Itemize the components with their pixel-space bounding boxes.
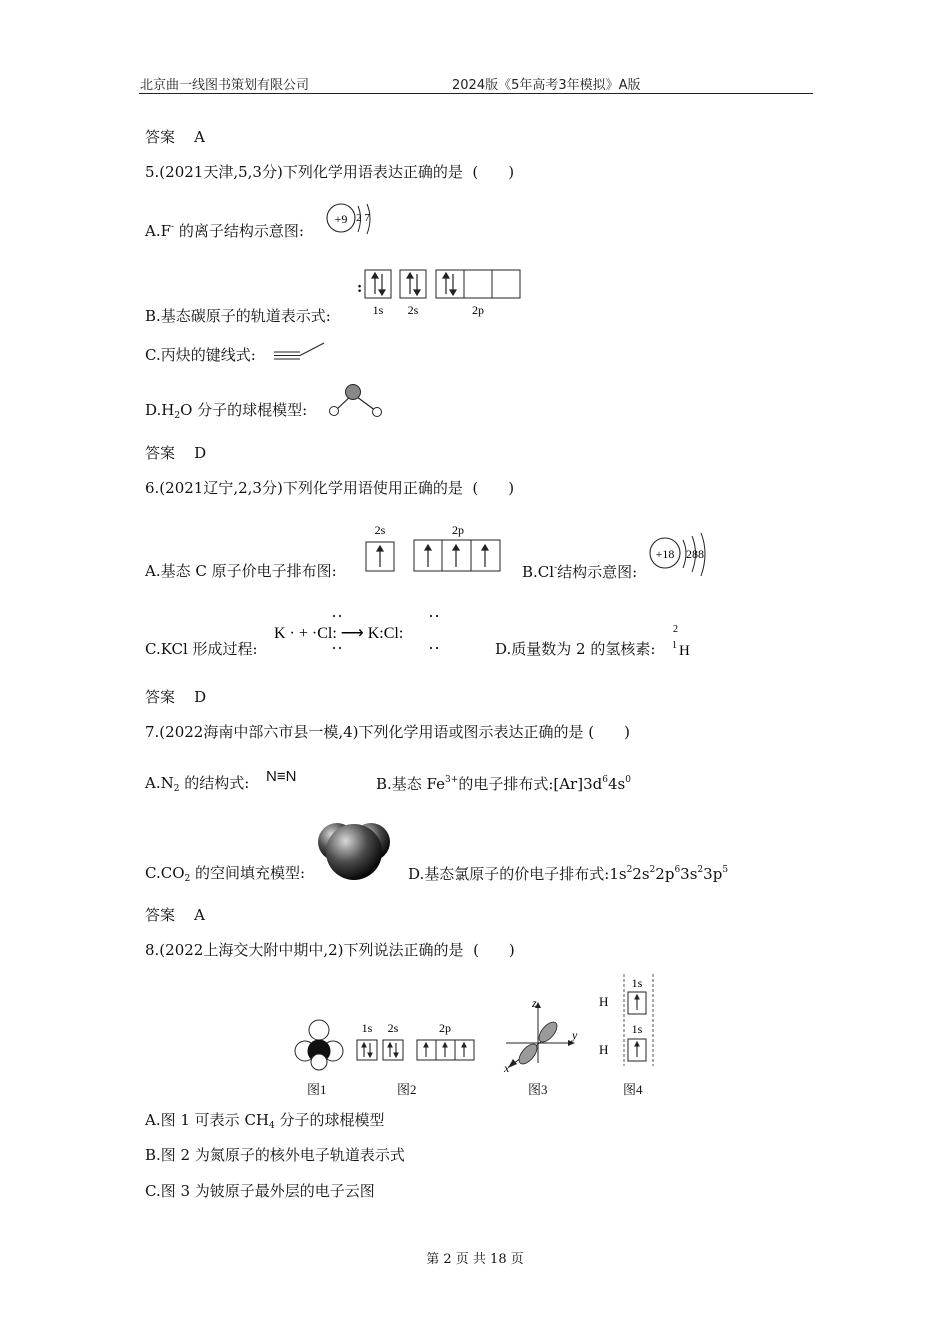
label-1s: 1s <box>372 303 384 317</box>
q7-c-sub: 2 <box>184 874 191 884</box>
q7-d-t2: 2p <box>655 865 675 883</box>
answer-value: D <box>194 688 207 706</box>
q8-paren: ( ) <box>473 941 515 959</box>
axis-z: z <box>532 996 537 1010</box>
q7-paren: ( ) <box>588 723 631 741</box>
cl-nucleus-label: +18 <box>655 547 675 561</box>
q6-b-sup: - <box>554 563 558 573</box>
q6-option-a: A.基态 C 原子价电子排布图: <box>145 562 337 580</box>
q5-a-sup: - <box>171 222 175 232</box>
q8-stem <box>145 943 515 958</box>
figure-4-h2-orbitals <box>596 970 658 1070</box>
label-1s-top: 1s <box>631 976 643 990</box>
header-book-title: 2024版《5年高考3年模拟》A版 <box>452 78 641 93</box>
q8-option-c: C.图 3 为铍原子最外层的电子云图 <box>145 1182 375 1200</box>
q5-d-sub: 2 <box>174 411 181 421</box>
kcl-formula: K · + ·Cl: ⟶ K:Cl: <box>274 625 404 642</box>
q6-stem-text: 6.(2021辽宁,2,3分)下列化学用语使用正确的是 <box>145 479 463 497</box>
element-symbol: H <box>679 643 690 659</box>
label-2s: 2s <box>387 1021 399 1035</box>
label-1s-bottom: 1s <box>631 1022 643 1036</box>
answer-prev <box>145 130 205 145</box>
q7-b-sup2: 6 <box>602 775 608 785</box>
q8-a-post: 分子的球棍模型 <box>274 1111 385 1129</box>
q7-d-s1: 2 <box>626 865 633 875</box>
label-1s: 1s <box>361 1021 373 1035</box>
caption-figure-3: 图3 <box>528 1082 548 1097</box>
q7-d-s3: 6 <box>674 865 681 875</box>
header-rule <box>139 93 813 94</box>
propyne-skeletal-formula <box>272 340 327 362</box>
q5-a-pre: A.F <box>145 222 172 240</box>
chloride-ion-diagram <box>648 530 718 578</box>
q7-a-post: 的结构式: <box>179 774 250 792</box>
label-2p: 2p <box>472 303 484 317</box>
q5-option-d <box>145 403 307 421</box>
q7-option-b <box>376 776 631 792</box>
n2-structural-formula: N≡N <box>266 768 297 785</box>
q7-c-post: 的空间填充模型: <box>190 864 306 882</box>
q7-option-c <box>145 866 305 884</box>
caption-figure-4: 图4 <box>623 1082 643 1097</box>
q7-stem <box>145 725 630 740</box>
q5-option-b: B.基态碳原子的轨道表示式: <box>145 307 331 325</box>
header-publisher: 北京曲一线图书策划有限公司 <box>140 78 310 93</box>
q5-d-pre: D.H <box>145 401 175 419</box>
label-2s: 2s <box>374 523 386 537</box>
q6-option-d: D.质量数为 2 的氢核素: <box>495 640 656 658</box>
q7-d-s4: 2 <box>697 865 704 875</box>
q7-option-a <box>145 776 249 794</box>
axis-x: x <box>504 1061 510 1075</box>
carbon-valence-diagram <box>364 520 504 575</box>
q7-d-t3: 3s <box>680 865 698 883</box>
q5-paren: ( ) <box>472 163 515 181</box>
figure-3-electron-cloud <box>498 995 588 1075</box>
label-2p: 2p <box>452 523 464 537</box>
q6-option-c: C.KCl 形成过程: <box>145 640 258 658</box>
h-label-top: H <box>599 994 609 1009</box>
q7-a-pre: A.N <box>145 774 174 792</box>
water-ball-stick-model <box>322 380 387 425</box>
q6-b-pre: B.Cl <box>522 563 555 581</box>
q8-a-pre: A.图 1 可表示 CH <box>145 1111 270 1129</box>
answer-value: A <box>194 906 205 924</box>
q7-option-d <box>408 866 728 882</box>
q5-d-post: O 分子的球棍模型: <box>180 401 308 419</box>
answer-label: 答案 <box>145 906 176 924</box>
q8-stem-text: 8.(2022上海交大附中期中,2)下列说法正确的是 <box>145 941 464 959</box>
carbon-orbital-diagram <box>355 268 525 323</box>
colon-mark: : <box>357 280 363 296</box>
axis-y: y <box>572 1028 578 1042</box>
q6-paren: ( ) <box>472 479 515 497</box>
caption-figure-1: 图1 <box>307 1082 327 1097</box>
q5-answer <box>145 446 206 461</box>
label-2s: 2s <box>407 303 419 317</box>
answer-label: 答案 <box>145 128 176 146</box>
q8-option-a <box>145 1113 385 1131</box>
q7-c-pre: C.CO <box>145 864 185 882</box>
fluoride-ion-diagram <box>325 200 385 240</box>
answer-value: D <box>194 444 207 462</box>
q7-b-mid2: 4s <box>607 775 626 793</box>
f-nucleus-label: +9 <box>334 212 348 226</box>
answer-value: A <box>194 128 205 146</box>
q6-option-b <box>522 564 637 580</box>
q8-option-b: B.图 2 为氮原子的核外电子轨道表示式 <box>145 1146 405 1164</box>
q5-stem <box>145 165 514 180</box>
q5-a-post: 的离子结构示意图: <box>174 222 304 240</box>
q7-d-t4: 3p <box>703 865 723 883</box>
h-label-bottom: H <box>599 1042 609 1057</box>
q8-a-sub: 4 <box>269 1121 275 1131</box>
mass-number: 2 <box>673 624 678 635</box>
q7-b-pre: B.基态 Fe <box>376 775 446 793</box>
figure-1-molecule-model <box>292 1018 348 1068</box>
label-2p: 2p <box>439 1021 451 1035</box>
kcl-formation-equation <box>270 608 460 656</box>
answer-label: 答案 <box>145 444 176 462</box>
q6-stem <box>145 481 514 496</box>
q6-answer <box>145 690 206 705</box>
q7-b-mid: 的电子排布式:[Ar]3d <box>458 775 603 793</box>
q7-b-sup: 3+ <box>445 775 459 785</box>
page-number: 第 2 页 共 18 页 <box>426 1252 524 1267</box>
q5-option-a <box>145 223 304 239</box>
cl-shell-label: 288 <box>686 547 704 561</box>
q7-answer <box>145 908 205 923</box>
q7-b-sup3: 0 <box>625 775 631 785</box>
q7-a-sub: 2 <box>173 784 180 794</box>
q7-stem-text: 7.(2022海南中部六市县一模,4)下列化学用语或图示表达正确的是 <box>145 723 584 741</box>
co2-space-filling-model <box>315 820 395 882</box>
q5-stem-text: 5.(2021天津,5,3分)下列化学用语表达正确的是 <box>145 163 463 181</box>
q7-d-pre: D.基态氯原子的价电子排布式:1s <box>408 865 627 883</box>
q5-option-c: C.丙炔的键线式: <box>145 346 256 364</box>
q7-d-s2: 2 <box>649 865 656 875</box>
q7-d-t1: 2s <box>632 865 650 883</box>
figure-2-orbital-diagram <box>355 1020 480 1064</box>
deuterium-symbol <box>662 620 702 660</box>
q7-d-s5: 5 <box>722 865 729 875</box>
answer-label: 答案 <box>145 688 176 706</box>
f-shell-label: 2 7 <box>356 212 370 224</box>
q6-b-post: 结构示意图: <box>557 563 638 581</box>
caption-figure-2: 图2 <box>397 1082 417 1097</box>
atomic-number: 1 <box>672 640 677 651</box>
